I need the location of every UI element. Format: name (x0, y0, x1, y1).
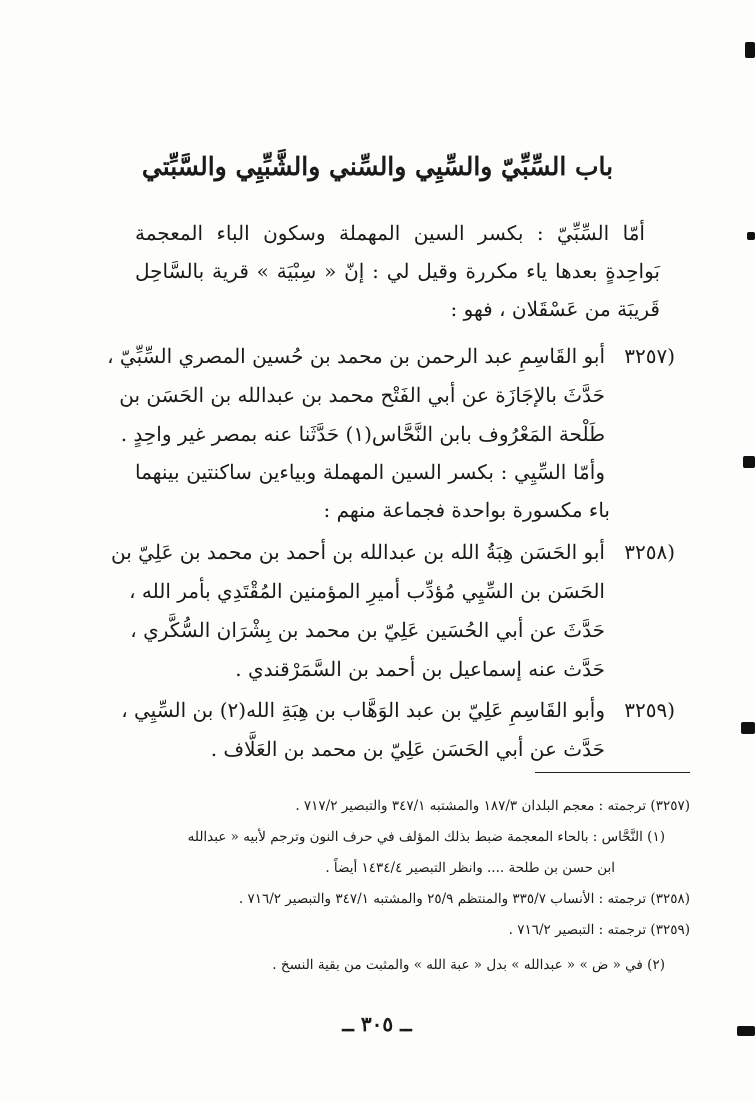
chapter-title: باب السِّبِّيّ والسِّيِي والسِّني والشَّبِّيِي والسَّبِّتي (141, 152, 614, 181)
page-number: ــ ٣٠٥ ــ (342, 1012, 412, 1036)
scan-mark (741, 722, 755, 734)
text-line: حَدَّثَ بالإجَازَة عن أبي الفَتْح محمد بن عبدالله بن الحَسَن بن (119, 383, 605, 407)
footnote: (٣٢٥٨) ترجمته : الأنساب ٣٣٥/٧ والمنتظم ٢٥/٩ والمشتبه ٣٤٧/١ والتبصير ٧١٦/٢ . (238, 891, 690, 907)
text-line: وأبو القَاسِمِ عَلِيّ بن عبد الوَهَّاب بن هِبَةِ الله(٢) بن السِّيِي ، (121, 698, 605, 722)
text-line: بَواحِدةٍ بعدها ياء مكررة وقيل لي : إنّ « سِبْيَة » قرية بالسَّاحِل (135, 259, 660, 283)
footnote: (٢) في « ض » « عبدالله » بدل « عبة الله » والمثبت من بقية النسخ . (272, 957, 665, 973)
text-line: باء مكسورة بواحدة فجماعة منهم : (323, 498, 610, 522)
scan-mark (743, 456, 755, 468)
text-line: الحَسَن بن السِّيِي مُؤدِّب أميرِ المؤمنين المُقْتَدِي بأمر الله ، (129, 579, 605, 603)
text-line: طَلْحة المَعْرُوف بابن النَّحَّاس(١) حَدَّثَنا عنه بمصر غير واحِدٍ . (120, 422, 605, 446)
footnote: (٣٢٥٧) ترجمته : معجم البلدان ١٨٧/٣ والمشتبه ٣٤٧/١ والتبصير ٧١٧/٢ . (295, 798, 690, 814)
footnote: ابن حسن بن طلحة .... وانظر التبصير ١٤٣٤/٤ أيضاً . (325, 860, 615, 876)
scan-mark (745, 42, 755, 58)
entry-number: (٣٢٥٨ (624, 540, 675, 564)
entry-number: (٣٢٥٧ (624, 344, 675, 368)
text-line: أبو الحَسَن هِبَةُ الله بن عبدالله بن أحمد بن محمد بن عَلِيّ بن (111, 540, 605, 564)
text-line: حَدَّثَ عن أبي الحُسَين عَلِيّ بن محمد بن بِشْرَان السُّكَّري ، (130, 618, 605, 642)
entry-number: (٣٢٥٩ (624, 698, 675, 722)
scan-mark (737, 1026, 755, 1036)
scan-mark (747, 232, 755, 240)
text-line: وأمّا السِّيِي : بكسر السين المهملة وبياءين ساكنتين بينهما (135, 460, 605, 484)
text-line: قَريبَة من عَسْقَلان ، فهو : (450, 297, 660, 321)
text-line: أمّا السِّبِّيّ : بكسر السين المهملة وسكون الباء المعجمة (135, 221, 645, 245)
footnote: (١) النَّحَّاس : بالحاء المعجمة ضبط بذلك المؤلف في حرف النون وترجم لأبيه « عبدالله (187, 829, 665, 845)
text-line: أبو القَاسِمِ عبد الرحمن بن محمد بن حُسين المصري السِّبِّيّ ، (107, 344, 605, 368)
footnote: (٣٢٥٩) ترجمته : التبصير ٧١٦/٢ . (508, 922, 690, 938)
text-line: حَدَّث عن أبي الحَسَن عَلِيّ بن محمد بن العَلَّاف . (210, 737, 605, 761)
text-line: حَدَّث عنه إسماعيل بن أحمد بن السَّمَرْقندي . (235, 657, 605, 681)
footnote-separator (535, 772, 690, 773)
